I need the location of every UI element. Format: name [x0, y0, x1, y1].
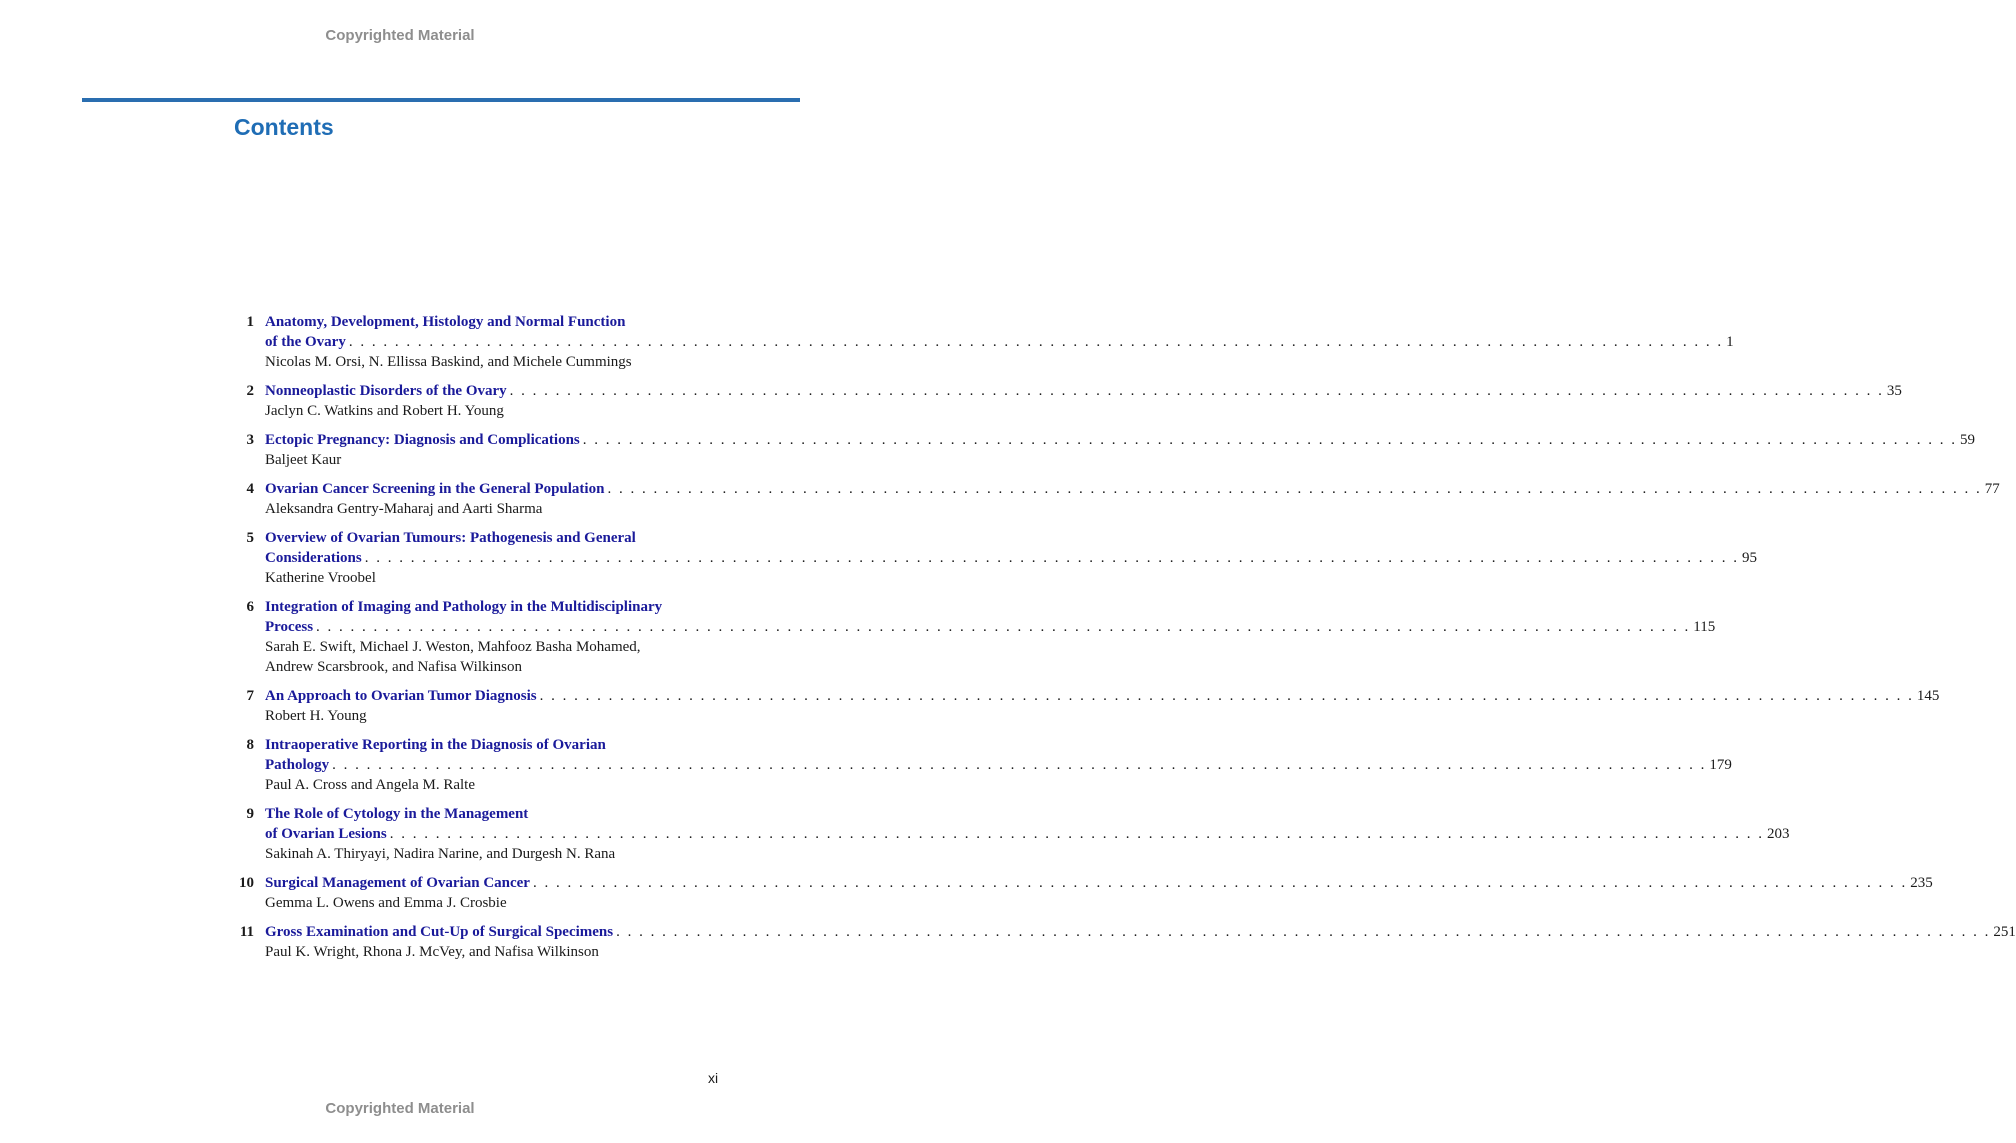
chapter-page-number[interactable]: 77 — [1984, 481, 2000, 497]
toc-entry[interactable] — [230, 922, 2016, 962]
chapter-title[interactable]: Intraoperative Reporting in the Diagnosis of Ovarian — [265, 737, 606, 753]
chapter-number: 11 — [239, 924, 254, 940]
chapter-title[interactable]: An Approach to Ovarian Tumor Diagnosis — [265, 688, 537, 704]
chapter-title[interactable]: of Ovarian Lesions — [265, 826, 387, 842]
chapter-number: 7 — [246, 688, 254, 704]
chapter-authors: Gemma L. Owens and Emma J. Crosbie — [265, 895, 507, 911]
chapter-authors: Katherine Vroobel — [265, 570, 376, 586]
toc-entry[interactable] — [230, 479, 2000, 519]
chapter-number: 6 — [246, 599, 254, 615]
chapter-page-number[interactable]: 145 — [1916, 688, 1940, 704]
chapter-number: 9 — [246, 806, 254, 822]
chapter-authors: Sarah E. Swift, Michael J. Weston, Mahfooz Basha Mohamed, — [265, 639, 641, 655]
chapter-number: 10 — [239, 875, 254, 891]
chapter-authors: Andrew Scarsbrook, and Nafisa Wilkinson — [265, 659, 522, 675]
toc-entry[interactable] — [230, 528, 1757, 588]
chapter-page-number[interactable]: 59 — [1960, 432, 1975, 448]
dot-leader: . . . . . . . . . . . . . . . . . . . . . . . . . . . . . . . . . . . . . . . . . . . . . . . . . . . . . . . . . . . . . . . . . . . . . . . . . . . . . . . . . . . . . . . . . . . . . . . . . . . . . . . . . . . . . . . . . . . . . . . . — [616, 924, 1991, 940]
chapter-number: 3 — [246, 432, 254, 448]
chapter-title[interactable]: Integration of Imaging and Pathology in the Multidisciplinary — [265, 599, 663, 615]
page-title: Contents — [234, 114, 334, 140]
dot-leader: . . . . . . . . . . . . . . . . . . . . . . . . . . . . . . . . . . . . . . . . . . . . . . . . . . . . . . . . . . . . . . . . . . . . . . . . . . . . . . . . . . . . . . . . . . . . . . . . . . . . . . . . . . . . . . . . . . . . . . . . — [509, 383, 1884, 399]
dot-leader: . . . . . . . . . . . . . . . . . . . . . . . . . . . . . . . . . . . . . . . . . . . . . . . . . . . . . . . . . . . . . . . . . . . . . . . . . . . . . . . . . . . . . . . . . . . . . . . . . . . . . . . . . . . . . . . . . . . . . . . . — [348, 334, 1724, 350]
table-of-contents — [230, 312, 2016, 971]
chapter-authors: Baljeet Kaur — [265, 452, 342, 468]
chapter-authors: Robert H. Young — [265, 708, 367, 724]
toc-entry[interactable] — [230, 873, 1933, 913]
toc-entry[interactable] — [230, 686, 1940, 726]
dot-leader: . . . . . . . . . . . . . . . . . . . . . . . . . . . . . . . . . . . . . . . . . . . . . . . . . . . . . . . . . . . . . . . . . . . . . . . . . . . . . . . . . . . . . . . . . . . . . . . . . . . . . . . . . . . . . . . . . . . . . . . . — [316, 619, 1691, 635]
chapter-page-number[interactable]: 251 — [1993, 924, 2016, 940]
chapter-page-number[interactable]: 203 — [1766, 826, 1790, 842]
chapter-number: 4 — [246, 481, 254, 497]
copyright-watermark-top: Copyrighted Material — [325, 27, 475, 44]
toc-entry[interactable] — [230, 804, 1790, 864]
chapter-number: 1 — [246, 314, 254, 330]
chapter-title[interactable]: Considerations — [265, 550, 362, 566]
chapter-authors: Nicolas M. Orsi, N. Ellissa Baskind, and Michele Cummings — [265, 354, 632, 370]
chapter-number: 5 — [246, 530, 254, 546]
chapter-title[interactable]: Nonneoplastic Disorders of the Ovary — [265, 383, 507, 399]
page-number: xi — [708, 1070, 719, 1086]
chapter-title[interactable]: of the Ovary — [265, 334, 346, 350]
chapter-authors: Sakinah A. Thiryayi, Nadira Narine, and Durgesh N. Rana — [265, 846, 616, 862]
chapter-title[interactable]: Anatomy, Development, Histology and Normal Function — [265, 314, 626, 330]
header-rule — [82, 98, 800, 102]
chapter-authors: Aleksandra Gentry-Maharaj and Aarti Sharma — [265, 501, 543, 517]
toc-entry[interactable] — [230, 597, 1716, 677]
chapter-title[interactable]: Pathology — [265, 757, 330, 773]
chapter-number: 2 — [246, 383, 254, 399]
chapter-page-number[interactable]: 115 — [1693, 619, 1716, 635]
toc-entry[interactable] — [230, 735, 1732, 795]
chapter-title[interactable]: Ovarian Cancer Screening in the General Population — [265, 481, 605, 497]
dot-leader: . . . . . . . . . . . . . . . . . . . . . . . . . . . . . . . . . . . . . . . . . . . . . . . . . . . . . . . . . . . . . . . . . . . . . . . . . . . . . . . . . . . . . . . . . . . . . . . . . . . . . . . . . . . . . . . . . . . . . . . . — [539, 688, 1914, 704]
chapter-number: 8 — [246, 737, 254, 753]
dot-leader: . . . . . . . . . . . . . . . . . . . . . . . . . . . . . . . . . . . . . . . . . . . . . . . . . . . . . . . . . . . . . . . . . . . . . . . . . . . . . . . . . . . . . . . . . . . . . . . . . . . . . . . . . . . . . . . . . . . . . . . . — [607, 481, 1982, 497]
toc-entry[interactable] — [230, 381, 1902, 421]
chapter-page-number[interactable]: 35 — [1886, 383, 1902, 399]
dot-leader: . . . . . . . . . . . . . . . . . . . . . . . . . . . . . . . . . . . . . . . . . . . . . . . . . . . . . . . . . . . . . . . . . . . . . . . . . . . . . . . . . . . . . . . . . . . . . . . . . . . . . . . . . . . . . . . . . . . . . . . . — [364, 550, 1739, 566]
chapter-page-number[interactable]: 95 — [1741, 550, 1757, 566]
chapter-page-number[interactable]: 235 — [1910, 875, 1933, 891]
chapter-authors: Paul K. Wright, Rhona J. McVey, and Nafisa Wilkinson — [265, 944, 599, 960]
dot-leader: . . . . . . . . . . . . . . . . . . . . . . . . . . . . . . . . . . . . . . . . . . . . . . . . . . . . . . . . . . . . . . . . . . . . . . . . . . . . . . . . . . . . . . . . . . . . . . . . . . . . . . . . . . . . . . . . . . . . . . . . — [532, 875, 1908, 891]
copyright-watermark-bottom: Copyrighted Material — [325, 1100, 475, 1117]
chapter-authors: Paul A. Cross and Angela M. Ralte — [265, 777, 475, 793]
dot-leader: . . . . . . . . . . . . . . . . . . . . . . . . . . . . . . . . . . . . . . . . . . . . . . . . . . . . . . . . . . . . . . . . . . . . . . . . . . . . . . . . . . . . . . . . . . . . . . . . . . . . . . . . . . . . . . . . . . . . . . . . — [389, 826, 1764, 842]
dot-leader: . . . . . . . . . . . . . . . . . . . . . . . . . . . . . . . . . . . . . . . . . . . . . . . . . . . . . . . . . . . . . . . . . . . . . . . . . . . . . . . . . . . . . . . . . . . . . . . . . . . . . . . . . . . . . . . . . . . . . . . . — [332, 757, 1707, 773]
dot-leader: . . . . . . . . . . . . . . . . . . . . . . . . . . . . . . . . . . . . . . . . . . . . . . . . . . . . . . . . . . . . . . . . . . . . . . . . . . . . . . . . . . . . . . . . . . . . . . . . . . . . . . . . . . . . . . . . . . . . . . . . — [582, 432, 1957, 448]
toc-entry[interactable] — [230, 312, 1734, 372]
chapter-title[interactable]: Surgical Management of Ovarian Cancer — [265, 875, 530, 891]
toc-entry[interactable] — [230, 430, 1975, 470]
chapter-title[interactable]: The Role of Cytology in the Management — [265, 806, 529, 822]
chapter-title[interactable]: Process — [265, 619, 314, 635]
chapter-title[interactable]: Gross Examination and Cut-Up of Surgical Specimens — [265, 924, 614, 940]
chapter-title[interactable]: Overview of Ovarian Tumours: Pathogenesis and General — [265, 530, 636, 546]
chapter-authors: Jaclyn C. Watkins and Robert H. Young — [265, 403, 504, 419]
chapter-title[interactable]: Ectopic Pregnancy: Diagnosis and Complications — [265, 432, 580, 448]
chapter-page-number[interactable]: 179 — [1709, 757, 1732, 773]
chapter-page-number[interactable]: 1 — [1726, 334, 1734, 350]
